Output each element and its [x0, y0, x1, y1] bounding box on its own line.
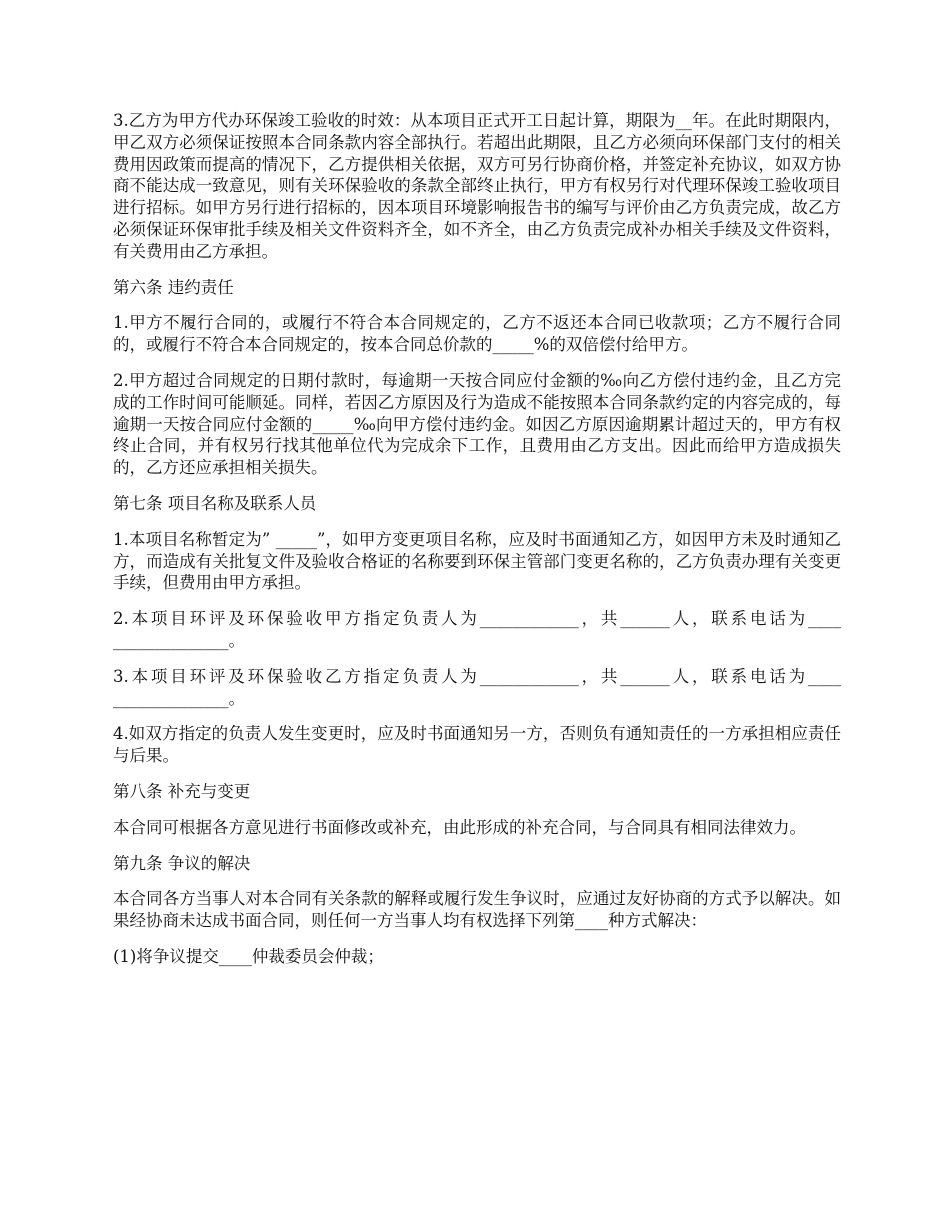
clause-9-option-1: (1)将争议提交____仲裁委员会仲裁；: [113, 946, 384, 966]
clause-9-body: 本合同各方当事人对本合同有关条款的解释或履行发生争议时，应通过友好协商的方式予以解决。如果经协商未达成书面合同，则任何一方当事人均有权选择下列第____种方式解决：: [113, 889, 841, 931]
article-8-heading: 第八条 补充与变更: [113, 781, 251, 801]
article-6-heading: 第六条 违约责任: [113, 277, 234, 297]
article-9-heading: 第九条 争议的解决: [113, 853, 251, 873]
article-7-heading: 第七条 项目名称及联系人员: [113, 493, 317, 513]
clause-6-item-2: 2.甲方超过合同规定的日期付款时，每逾期一天按合同应付金额的‰向乙方偿付违约金，且乙方完成的工作时间可能顺延。同样，若因乙方原因及行为造成不能按照本合同条款约定的内容完成的，每逾期一天按合同应付金额的_____‰向甲方偿付违约金。如因乙方原因逾期累计超过天的，甲方有权终止合同，并有权另行找其他单位代为完成余下工作，且费用由乙方支出。因此而给甲方造成损失的，乙方还应承担相关损失。: [113, 370, 841, 478]
clause-8-body: 本合同可根据各方意见进行书面修改或补充，由此形成的补充合同，与合同具有相同法律效力。: [113, 817, 806, 837]
clause-7-item-3: 3.本项目环评及环保验收乙方指定负责人为____________，共______人，联系电话为____ ______________。: [113, 666, 841, 708]
clause-6-item-1: 1.甲方不履行合同的，或履行不符合本合同规定的，乙方不返还本合同已收款项；乙方不履行合同的，或履行不符合本合同规定的，按本合同总价款的_____%的双倍偿付给甲方。: [113, 313, 841, 355]
clause-7-item-1: 1.本项目名称暂定为” _____”，如甲方变更项目名称，应及时书面通知乙方，如因甲方未及时通知乙方，而造成有关批复文件及验收合格证的名称要到环保主管部门变更名称的，乙方负责办理有关变更手续，但费用由甲方承担。: [113, 529, 841, 593]
clause-5-item-3: 3.乙方为甲方代办环保竣工验收的时效：从本项目正式开工日起计算，期限为__年。在此时期限内，甲乙双方必须保证按照本合同条款内容全部执行。若超出此期限，且乙方必须向环保部门支付的相关费用因政策而提高的情况下，乙方提供相关依据，双方可另行协商价格，并签定补充协议，如双方协商不能达成一致意见，则有关环保验收的条款全部终止执行，甲方有权另行对代理环保竣工验收项目进行招标。如甲方另行进行招标的，因本项目环境影响报告书的编写与评价由乙方负责完成，故乙方必须保证环保审批手续及相关文件资料齐全，如不齐全，由乙方负责完成补办相关手续及文件资料，有关费用由乙方承担。: [113, 111, 841, 261]
document-page: [113, 110, 841, 982]
clause-7-item-2: 2.本项目环评及环保验收甲方指定负责人为____________，共______人，联系电话为____ ______________。: [113, 609, 841, 650]
clause-7-item-4: 4.如双方指定的负责人发生变更时，应及时书面通知另一方，否则负有通知责任的一方承担相应责任与后果。: [113, 724, 841, 766]
